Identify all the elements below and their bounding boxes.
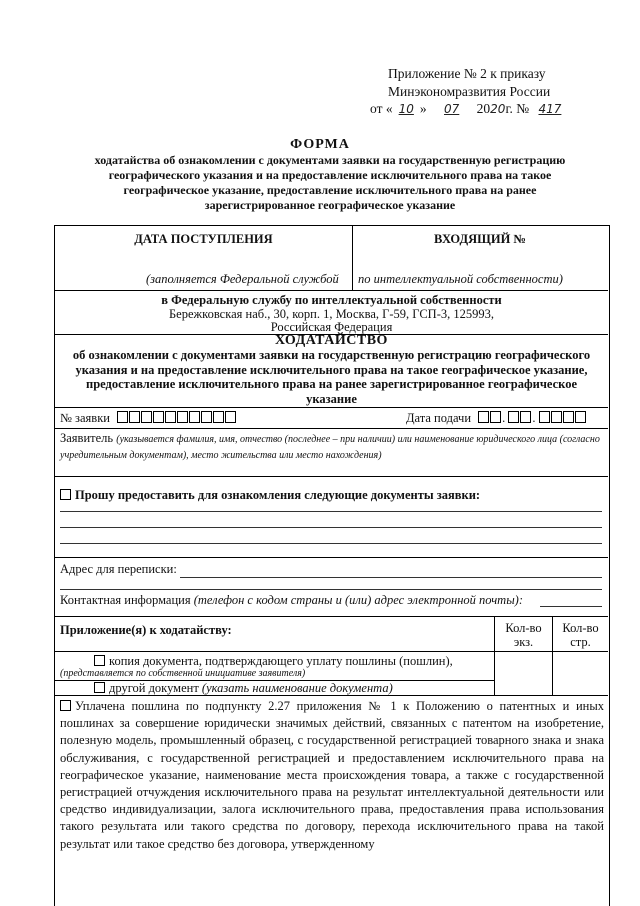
addressee-street: Бережковская наб., 30, корп. 1, Москва, Г-59, ГСП-3, 125993,: [168, 307, 494, 321]
application-number-row: [60, 411, 237, 426]
filing-date-cells[interactable]: . .: [478, 411, 587, 425]
year-prefix: 20: [476, 101, 491, 116]
filing-date-label: Дата подачи: [406, 411, 472, 425]
pages-column-header: Кол-во стр.: [562, 621, 599, 649]
request-row: [60, 488, 480, 503]
year-suffix: г. №: [505, 101, 530, 116]
date-received-label: ДАТА ПОСТУПЛЕНИЯ: [134, 232, 273, 246]
petition-subtitle: об ознакомлении с документами заявки на государственную регистрацию географического указания и на предоставление исключительного права на такое географическое указание, предоставление исключительного права на ранее зарегистрированное географическое указание: [72, 348, 591, 406]
filing-date-row: [406, 411, 587, 426]
appendix-line-2: Минэкономразвития России: [388, 84, 551, 99]
addressee-country: Российская Федерация: [270, 320, 393, 334]
copies-column-header: Кол-во экз.: [505, 621, 542, 649]
fee-paid-checkbox[interactable]: [60, 700, 71, 711]
other-doc-note: (указать наименование документа): [201, 681, 393, 695]
order-day: 10: [398, 102, 414, 116]
contact-input[interactable]: [540, 606, 602, 607]
applicant-input[interactable]: [60, 462, 602, 474]
form-title: ФОРМА: [290, 137, 350, 152]
fee-paragraph: [60, 698, 604, 853]
date-mid: »: [419, 101, 427, 116]
attachment-other-row: [94, 681, 393, 696]
address-label: Адрес для переписки:: [60, 562, 177, 576]
applicant-note: (указывается фамилия, имя, отчество (последнее – при наличии) или наименование юридического лица (согласно учредительным документам), место жительства или место нахождения): [60, 434, 600, 461]
contact-label: Контактная информация: [60, 593, 191, 607]
addressee-name: в Федеральную службу по интеллектуальной собственности: [161, 293, 502, 307]
request-label: Прошу предоставить для ознакомления следующие документы заявки:: [75, 488, 481, 502]
petition-title: ХОДАТАЙСТВО: [275, 333, 388, 348]
address-input[interactable]: [180, 577, 602, 578]
applicant-label: Заявитель: [60, 431, 114, 445]
request-checkbox[interactable]: [60, 489, 71, 500]
application-number-cells[interactable]: [117, 411, 237, 425]
date-prefix: от «: [370, 101, 393, 116]
order-month: 07: [444, 102, 460, 116]
filled-by-note-left: (заполняется Федеральной службой: [146, 272, 339, 286]
request-line-2[interactable]: [60, 527, 602, 528]
incoming-number-label: ВХОДЯЩИЙ №: [433, 232, 526, 246]
order-year: 20: [490, 102, 506, 116]
address-input-2[interactable]: [60, 589, 602, 590]
order-number: 417: [538, 102, 562, 116]
application-number-label: № заявки: [60, 411, 110, 425]
appendix-line-1: Приложение № 2 к приказу: [388, 66, 546, 81]
fee-copy-checkbox[interactable]: [94, 655, 105, 666]
filled-by-note-right: по интеллектуальной собственности): [358, 272, 563, 286]
contact-row: [60, 593, 523, 608]
other-doc-label: другой документ: [109, 681, 199, 695]
fee-copy-label: копия документа, подтверждающего уплату пошлины (пошлин),: [109, 654, 453, 668]
attachments-header: Приложение(я) к ходатайству:: [60, 623, 232, 637]
request-line-1[interactable]: [60, 511, 602, 512]
fee-text: Уплачена пошлина по подпункту 2.27 приложения № 1 к Положению о патентных и иных пошлинах за совершение юридически значимых действий, связанных с патентом на изобретение, полезную модель, промышленный образец, с государственной регистрацией товарного знака и знака обслуживания, с государственной регистрацией и предоставлением исключительного права на географическое указание, наименование места происхождения товара, а также с государственной регистрацией отчуждения исключительного права на результат интеллектуальной деятельности или средство индивидуализации, залога исключительного права, предоставления права использования такого результата или такого средства по договору, перехода исключительного права на такой результат или такое средство без договора, утвержденному: [60, 699, 604, 851]
order-date-line: [370, 101, 567, 117]
request-line-3[interactable]: [60, 543, 602, 544]
applicant-block: [60, 431, 604, 463]
fee-copy-note: (представляется по собственной инициативе заявителя): [60, 668, 306, 679]
other-doc-checkbox[interactable]: [94, 682, 105, 693]
form-subtitle: ходатайства об ознакомлении с документами заявки на государственную регистрацию географического указания и на предоставление исключительного права на такое географическое указание, предоставление исключительного права на ранее зарегистрированное географическое указание: [94, 153, 566, 212]
contact-note: (телефон с кодом страны и (или) адрес электронной почты):: [193, 593, 523, 607]
attachment-fee-copy-row: [94, 654, 453, 669]
